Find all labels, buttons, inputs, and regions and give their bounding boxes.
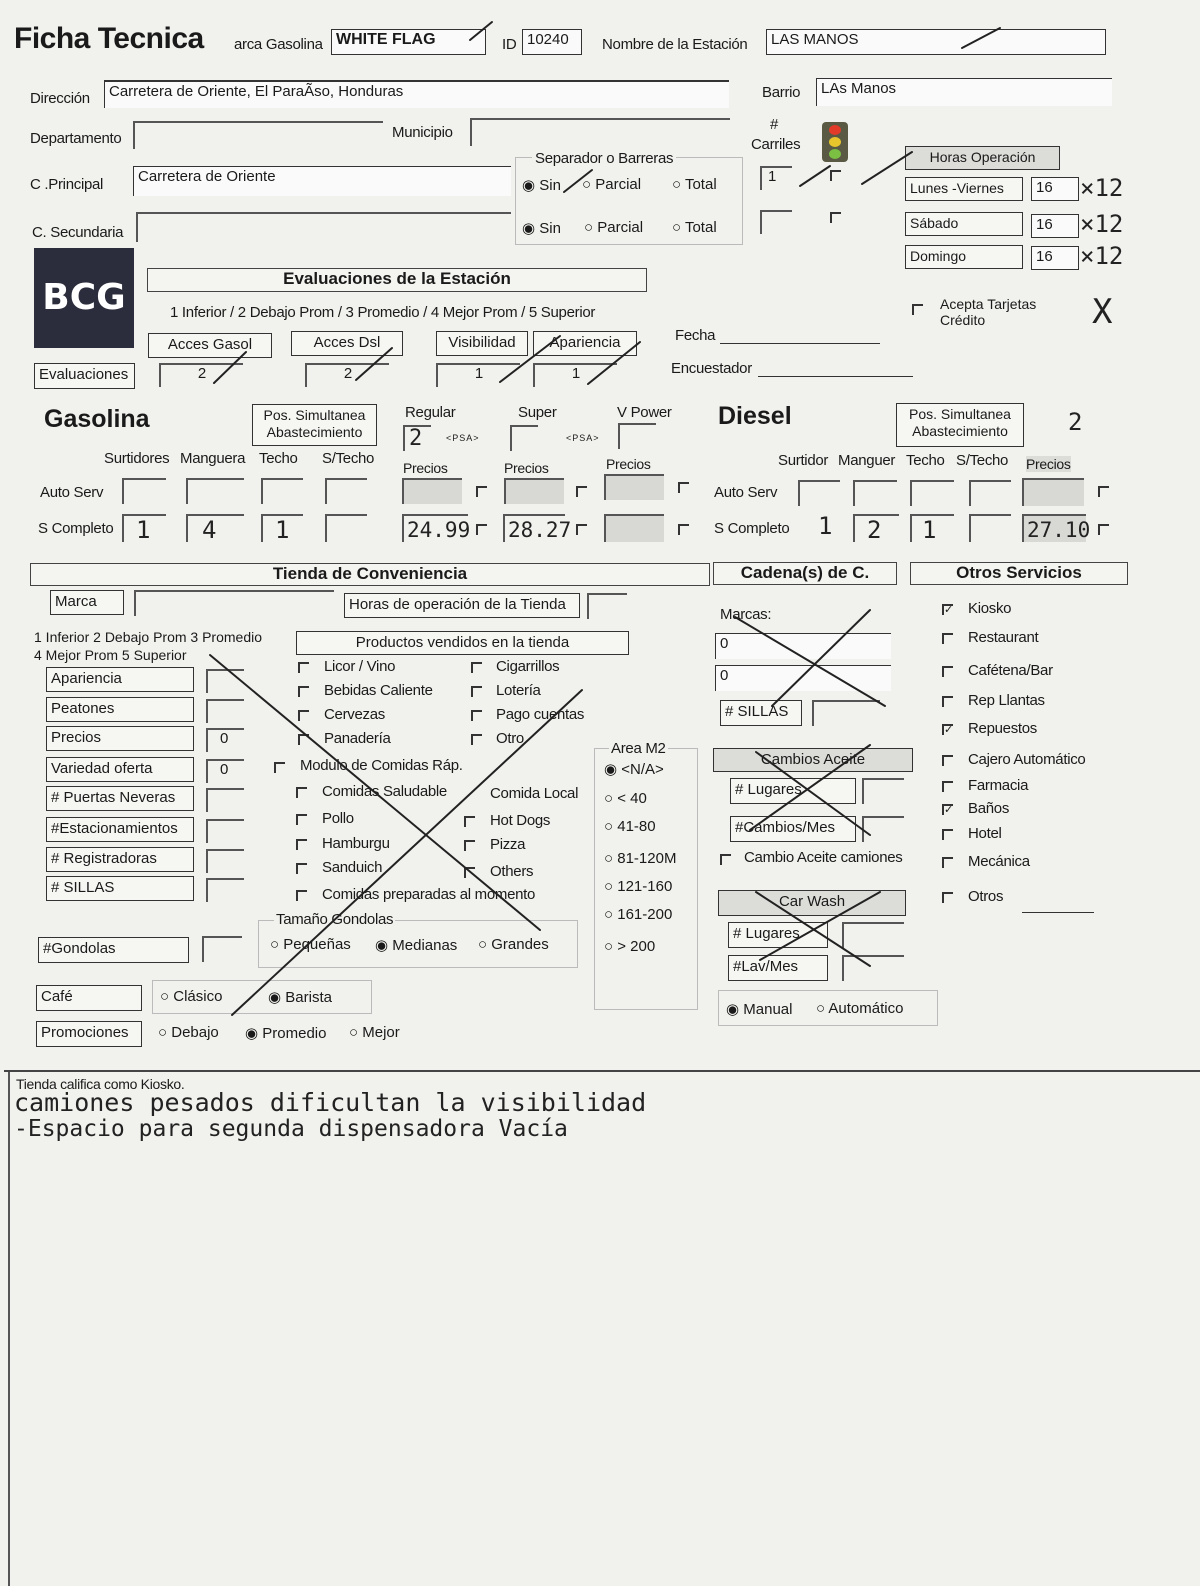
col-stecho: S/Techo xyxy=(322,450,375,467)
cadena-title: Cadena(s) de C. xyxy=(713,562,897,585)
notes-hand-1: camiones pesados dificultan la visibilidad xyxy=(14,1088,647,1117)
diesel-title: Diesel xyxy=(718,402,792,430)
horas-hand-lv: ×12 xyxy=(1080,174,1124,202)
sc-price-super[interactable]: 28.27 xyxy=(503,514,565,542)
promo-option-label: Mejor xyxy=(362,1024,400,1041)
comida-label: Pizza xyxy=(490,836,526,853)
stroke-tienda-b xyxy=(232,690,585,1015)
producto-label: Panadería xyxy=(324,730,391,747)
eval-value-acces-gasol[interactable]: 2 xyxy=(159,363,243,387)
preparadas-label: Comidas preparadas al momento xyxy=(322,886,536,903)
horas-day-lv: Lunes -Viernes xyxy=(905,177,1023,201)
vpower-label: V Power xyxy=(617,404,672,421)
carwash-manual[interactable]: ◉ Manual xyxy=(726,1001,793,1018)
horas-value-sab[interactable]: 16 xyxy=(1031,214,1079,238)
promociones-label: Promociones xyxy=(36,1021,142,1047)
psa-label-2: <PSA> xyxy=(566,433,600,443)
barrio-label: Barrio xyxy=(762,84,801,101)
gondola-label: Grandes xyxy=(491,936,549,953)
stroke-cadena-a xyxy=(735,617,885,706)
cafe-barista[interactable]: ◉ Barista xyxy=(268,989,332,1006)
otros-label: Farmacia xyxy=(968,777,1029,794)
area-option[interactable]: ○ < 40 xyxy=(604,790,647,807)
gondola-label: Pequeñas xyxy=(283,936,351,953)
carwash-title: Car Wash xyxy=(718,890,906,916)
diesel-col-manguer: Manguer xyxy=(838,452,896,469)
diesel-pos-sim: Pos. Simultanea Abastecimiento xyxy=(896,403,1024,447)
horas-day-sab: Sábado xyxy=(905,212,1023,236)
evaluaciones-title: Evaluaciones de la Estación xyxy=(147,268,647,292)
sep-label: Sin xyxy=(539,220,561,237)
otros-label: Baños xyxy=(968,800,1010,817)
id-field[interactable]: 10240 xyxy=(522,29,582,55)
marca1-field[interactable]: 0 xyxy=(715,633,891,659)
area-option-label: 41-80 xyxy=(617,818,656,835)
gondola-pequenas[interactable]: ○ Pequeñas xyxy=(270,936,351,953)
sep-secundaria-parcial[interactable]: ○ Parcial xyxy=(584,219,644,236)
diesel-precios-label: Precios xyxy=(1026,456,1071,472)
promo-promedio[interactable]: ◉ Promedio xyxy=(245,1025,327,1042)
evaluaciones-button[interactable]: Evaluaciones xyxy=(34,363,135,389)
stroke-cambios-a xyxy=(756,752,870,835)
gondola-grandes[interactable]: ○ Grandes xyxy=(478,936,549,953)
bcg-logo: BCG xyxy=(34,248,134,348)
area-option-label: < 40 xyxy=(617,790,647,807)
horas-hand-sab: ×12 xyxy=(1080,210,1124,238)
comida-local-label: Comida Local xyxy=(490,785,579,802)
otros-check[interactable]: ✓ xyxy=(944,724,954,736)
sep-label: Parcial xyxy=(595,176,642,193)
notes-printed: Tienda califica como Kiosko. xyxy=(16,1076,185,1092)
sc-surtidores[interactable]: 1 xyxy=(122,514,166,542)
col-manguera: Manguera xyxy=(180,450,246,467)
carriles-hash: # xyxy=(770,116,779,133)
area-option[interactable]: ○ 81-120M xyxy=(604,850,677,867)
camiones-label: Cambio Aceite camiones xyxy=(744,849,903,866)
gondolas-title: Tamaño Gondolas xyxy=(276,911,394,928)
stroke-cadena-b xyxy=(772,610,870,706)
sep-secundaria-total[interactable]: ○ Total xyxy=(672,219,717,236)
cafe-clasico[interactable]: ○ Clásico xyxy=(160,988,223,1005)
gasolina-title: Gasolina xyxy=(44,405,150,433)
metric-label: Precios xyxy=(46,726,194,751)
d-sc-manguer[interactable]: 2 xyxy=(853,514,899,542)
producto-label: Pago cuentas xyxy=(496,706,585,723)
stroke-nombre xyxy=(962,28,1000,48)
stroke-sep xyxy=(564,170,592,192)
sep-principal-total[interactable]: ○ Total xyxy=(672,176,717,193)
eval-label-apariencia: Apariencia xyxy=(533,331,637,356)
nombre-label: Nombre de la Estación xyxy=(602,36,748,53)
modulo-label: Modulo de Comidas Ráp. xyxy=(300,757,463,774)
cafe-option-label: Barista xyxy=(285,989,332,1006)
metric-label: Peatones xyxy=(46,697,194,722)
tienda-scale-2: 4 Mejor Prom 5 Superior xyxy=(34,647,187,663)
stroke-cambios-b xyxy=(750,745,870,830)
area-option-label: 121-160 xyxy=(617,878,673,895)
stroke-horas xyxy=(862,152,912,184)
promo-option-label: Promedio xyxy=(262,1025,327,1042)
comida-label: Hot Dogs xyxy=(490,812,551,829)
area-option[interactable]: ○ 121-160 xyxy=(604,878,673,895)
d-sc-techo[interactable]: 1 xyxy=(910,514,954,542)
carwash-lugares-label: # Lugares xyxy=(728,922,828,948)
promo-mejor[interactable]: ○ Mejor xyxy=(349,1024,400,1041)
precios-regular-label: Precios xyxy=(403,460,448,476)
sep-principal-parcial[interactable]: ○ Parcial xyxy=(582,176,642,193)
horas-value-dom[interactable]: 16 xyxy=(1031,246,1079,270)
eval-label-visibilidad: Visibilidad xyxy=(436,331,528,356)
marcas-label: Marcas: xyxy=(720,606,772,623)
cafe-label: Café xyxy=(36,985,142,1011)
d-sc-price[interactable]: 27.10 xyxy=(1022,514,1086,542)
comida-label: Others xyxy=(490,863,534,880)
psa-label: <PSA> xyxy=(446,433,480,443)
area-option-label: 161-200 xyxy=(617,906,673,923)
stroke-eval1 xyxy=(214,352,246,383)
producto-label: Otro xyxy=(496,730,524,747)
metric-field[interactable]: 0 xyxy=(206,759,244,783)
metric-label: # Puertas Neveras xyxy=(46,786,194,811)
eval-value-acces-dsl[interactable]: 2 xyxy=(305,363,389,387)
diesel-col-surtidor: Surtidor xyxy=(778,452,829,469)
metric-label: Apariencia xyxy=(46,667,194,692)
d-sc-surtidor[interactable]: 1 xyxy=(818,512,833,540)
diesel-col-techo: Techo xyxy=(906,452,945,469)
tienda-horas-label: Horas de operación de la Tienda xyxy=(344,593,580,618)
area-title: Area M2 xyxy=(611,740,666,757)
promo-option-label: Debajo xyxy=(171,1024,219,1041)
otros-check[interactable]: ✓ xyxy=(944,604,954,616)
fecha-label: Fecha xyxy=(675,327,716,344)
gondola-medianas[interactable]: ◉ Medianas xyxy=(375,937,458,954)
barrio-field[interactable]: LAs Manos xyxy=(816,78,1112,106)
secundaria-label: C. Secundaria xyxy=(32,224,124,241)
tienda-title: Tienda de Conveniencia xyxy=(30,563,710,586)
auto-serv-label: Auto Serv xyxy=(40,484,104,501)
stroke-eval4 xyxy=(588,342,640,384)
otros-label: Mecánica xyxy=(968,853,1030,870)
area-option-label: 81-120M xyxy=(617,850,677,867)
diesel-col-stecho: S/Techo xyxy=(956,452,1009,469)
area-option[interactable]: ○ > 200 xyxy=(604,938,656,955)
horas-title: Horas Operación xyxy=(905,146,1060,170)
area-option[interactable]: ○ 41-80 xyxy=(604,818,656,835)
otros-label: Kiosko xyxy=(968,600,1012,617)
horas-hand-value: 12 xyxy=(1094,210,1124,238)
cambios-mes-label: #Cambios/Mes xyxy=(730,816,856,842)
area-option[interactable]: ◉ <N/A> xyxy=(604,761,664,778)
separador-title: Separador o Barreras xyxy=(532,150,676,167)
otros-label: Rep Llantas xyxy=(968,692,1045,709)
stroke-eval3 xyxy=(500,336,560,382)
stroke-marca xyxy=(470,22,492,40)
notes-hand-2: -Espacio para segunda dispensadora Vacía xyxy=(14,1116,568,1142)
tarjetas-label: Acepta Tarjetas Crédito xyxy=(940,296,1037,328)
area-option[interactable]: ○ 161-200 xyxy=(604,906,673,923)
col-surtidores: Surtidores xyxy=(104,450,170,467)
cafe-option-label: Clásico xyxy=(173,988,223,1005)
marca2-field[interactable]: 0 xyxy=(715,665,891,691)
comida-label: Comidas Saludable xyxy=(322,783,447,800)
productos-title: Productos vendidos en la tienda xyxy=(296,631,629,655)
page-title: Ficha Tecnica xyxy=(14,22,204,55)
tarjetas-mark: X xyxy=(1092,292,1113,332)
cambios-aceite-title: Cambios Aceite xyxy=(713,748,913,772)
departamento-label: Departamento xyxy=(30,130,122,147)
carwash-mode-label: Manual xyxy=(743,1001,793,1018)
stroke-tienda-a xyxy=(210,655,540,930)
col-techo: Techo xyxy=(259,450,298,467)
principal-field[interactable]: Carretera de Oriente xyxy=(133,166,511,196)
tienda-marca-label: Marca xyxy=(50,590,124,615)
direccion-label: Dirección xyxy=(30,90,90,107)
gondola-label: Medianas xyxy=(392,937,458,954)
comida-label: Hamburgu xyxy=(322,835,390,852)
otros-check[interactable]: ✓ xyxy=(944,804,954,816)
metric-label: # SILLAS xyxy=(46,876,194,901)
carwash-automatico[interactable]: ○ Automático xyxy=(816,1000,904,1017)
regular-label: Regular xyxy=(405,404,456,421)
otros-label: Hotel xyxy=(968,825,1002,842)
producto-label: Cigarrillos xyxy=(496,658,560,675)
otros-title: Otros Servicios xyxy=(910,562,1128,585)
carriles-label: Carriles xyxy=(751,136,801,153)
sc-techo[interactable]: 1 xyxy=(261,514,303,542)
horas-hand-value: 12 xyxy=(1094,174,1124,202)
regular-pos-field[interactable]: 2 xyxy=(403,425,431,451)
marca-label: arca Gasolina xyxy=(234,36,323,53)
otros-label: Cafétena/Bar xyxy=(968,662,1053,679)
municipio-label: Municipio xyxy=(392,124,453,141)
eval-value-visibilidad[interactable]: 1 xyxy=(436,363,520,387)
diesel-s-completo-label: S Completo xyxy=(714,520,790,537)
sep-label: Total xyxy=(684,176,717,193)
super-label: Super xyxy=(518,404,557,421)
sep-label: Parcial xyxy=(597,219,644,236)
principal-label: C .Principal xyxy=(30,176,104,193)
stroke-carril xyxy=(800,166,830,186)
horas-hand-value: 12 xyxy=(1094,242,1124,270)
horas-value-lv[interactable]: 16 xyxy=(1031,177,1079,201)
otros-label: Cajero Automático xyxy=(968,751,1086,768)
eval-value-apariencia[interactable]: 1 xyxy=(533,363,617,387)
stroke-carwash-b xyxy=(760,892,880,960)
area-option-label: <N/A> xyxy=(621,761,664,778)
gondolas-label: #Gondolas xyxy=(38,937,189,963)
tienda-scale-1: 1 Inferior 2 Debajo Prom 3 Promedio xyxy=(34,629,262,645)
s-completo-label: S Completo xyxy=(38,520,114,537)
sep-label: Total xyxy=(684,219,717,236)
gasolina-pos-sim: Pos. Simultanea Abastecimiento xyxy=(252,404,377,446)
id-label: ID xyxy=(502,36,517,53)
sc-manguera[interactable]: 4 xyxy=(186,514,244,542)
metric-label: Variedad oferta xyxy=(46,757,194,782)
marca-field[interactable]: WHITE FLAG xyxy=(331,29,486,55)
eval-label-acces-dsl: Acces Dsl xyxy=(291,331,403,356)
area-option-label: > 200 xyxy=(617,938,656,955)
producto-label: Licor / Vino xyxy=(324,658,396,675)
direccion-field[interactable]: Carretera de Oriente, El ParaÃso, Honduras xyxy=(104,80,729,108)
diesel-auto-serv-label: Auto Serv xyxy=(714,484,778,501)
precios-super-label: Precios xyxy=(504,460,549,476)
eval-label-acces-gasol: Acces Gasol xyxy=(148,333,272,358)
otros-label: Otros xyxy=(968,888,1004,905)
producto-label: Bebidas Caliente xyxy=(324,682,433,699)
metric-label: # Registradoras xyxy=(46,847,194,872)
sep-label: Sin xyxy=(539,177,561,194)
horas-day-dom: Domingo xyxy=(905,245,1023,269)
cadena-sillas-label: # SILLAS xyxy=(720,700,802,726)
horas-hand-dom: ×12 xyxy=(1080,242,1124,270)
encuestador-label: Encuestador xyxy=(671,360,752,377)
nombre-field[interactable]: LAS MANOS xyxy=(766,29,1106,55)
carwash-lav-label: #Lav/Mes xyxy=(728,955,828,981)
sep-secundaria-sin[interactable]: ◉ Sin xyxy=(522,220,561,237)
otros-label: Repuestos xyxy=(968,720,1038,737)
comida-label: Pollo xyxy=(322,810,354,827)
cambios-lugares-label: # Lugares xyxy=(730,778,856,804)
metric-field[interactable]: 0 xyxy=(206,728,244,752)
promo-debajo[interactable]: ○ Debajo xyxy=(158,1024,219,1041)
metric-label: #Estacionamientos xyxy=(46,817,194,842)
precios-vpower-label: Precios xyxy=(606,456,651,472)
diesel-pos-value: 2 xyxy=(1068,408,1083,436)
stroke-eval2 xyxy=(356,348,392,380)
otros-label: Restaurant xyxy=(968,629,1039,646)
carwash-mode-label: Automático xyxy=(828,1000,904,1017)
producto-label: Lotería xyxy=(496,682,541,699)
sc-price-regular[interactable]: 24.99 xyxy=(402,514,468,542)
comida-label: Sanduich xyxy=(322,859,383,876)
producto-label: Cervezas xyxy=(324,706,385,723)
evaluaciones-scale: 1 Inferior / 2 Debajo Prom / 3 Promedio / 4 Mejor Prom / 5 Superior xyxy=(170,304,596,321)
sep-principal-sin[interactable]: ◉ Sin xyxy=(522,177,561,194)
carriles-principal-field[interactable]: 1 xyxy=(760,166,792,190)
